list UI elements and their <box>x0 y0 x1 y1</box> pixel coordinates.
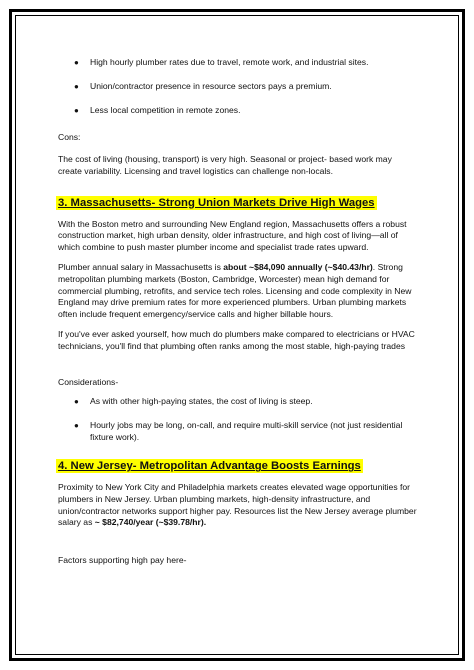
factors-label: Factors supporting high pay here- <box>58 554 187 565</box>
ma-paragraph-1: With the Boston metro and surrounding New England region, Massachusetts offers a robust construction market, high urban density, older infrastructure, and high cost of living—all of which combine to push master plumber income and specialist trade rates upward. <box>58 218 407 252</box>
considerations-list <box>74 396 418 443</box>
ma-paragraph-2: Plumber annual salary in Massachusetts is about ~$84,090 annually (~$40.43/hr). Strong metropolitan plumbing markets (Boston, Cambridge, Worcester) mean high demand for commercial plumbing, retrofits, and service tech roles. Licensing and code complexity in New England may drive premium rates for more experienced plumbers. Urban plumbing markets often include frequent emergency/service calls and higher billable hours. <box>58 262 412 319</box>
bullet-icon: ● <box>74 82 79 92</box>
ma-salary: about ~$84,090 annually (~$40.43/hr) <box>223 262 373 273</box>
cons-label: Cons: <box>58 131 81 142</box>
top-bullet-list <box>74 57 418 117</box>
ma-paragraph-3: If you've ever asked yourself, how much do plumbers make compared to electricians or HVAC technicians, you'll find that plumbing often ranks among the most stable, high-paying trades <box>58 329 415 351</box>
list-item: ● Union/contractor presence in resource sectors pays a premium. <box>74 81 332 92</box>
bullet-icon: ● <box>74 397 79 407</box>
document-body <box>58 55 418 566</box>
bullet-icon: ● <box>74 106 79 116</box>
bullet-icon: ● <box>74 421 79 431</box>
list-item: ● As with other high-paying states, the cost of living is steep. <box>74 396 313 407</box>
list-item: ● Hourly jobs may be long, on-call, and require multi-skill service (not just residential fixture work). <box>74 420 403 442</box>
list-item: ● Less local competition in remote zones. <box>74 105 241 116</box>
nj-salary: ~ $82,740/year (~$39.78/hr). <box>94 517 207 528</box>
cons-text: The cost of living (housing, transport) is very high. Seasonal or project- based work may create variability. Licensing and travel logistics can challenge non-locals. <box>58 154 392 176</box>
bullet-icon: ● <box>74 58 79 67</box>
section-heading-new-jersey: 4. New Jersey- Metropolitan Advantage Boosts Earnings <box>58 460 361 473</box>
nj-paragraph-1: Proximity to New York City and Philadelphia markets creates elevated wage opportunities for plumbers in New Jersey. Urban plumbing markets, high-density infrastructure, and union/contractor networks support higher pay. Resources list the New Jersey average plumber salary as ~ $82,740/year (~$39.78/hr). <box>58 482 417 528</box>
section-heading-massachusetts: 3. Massachusetts- Strong Union Markets Drive High Wages <box>58 196 375 209</box>
list-item: ● High hourly plumber rates due to travel, remote work, and industrial sites. <box>74 57 369 67</box>
considerations-label: Considerations- <box>58 376 119 387</box>
